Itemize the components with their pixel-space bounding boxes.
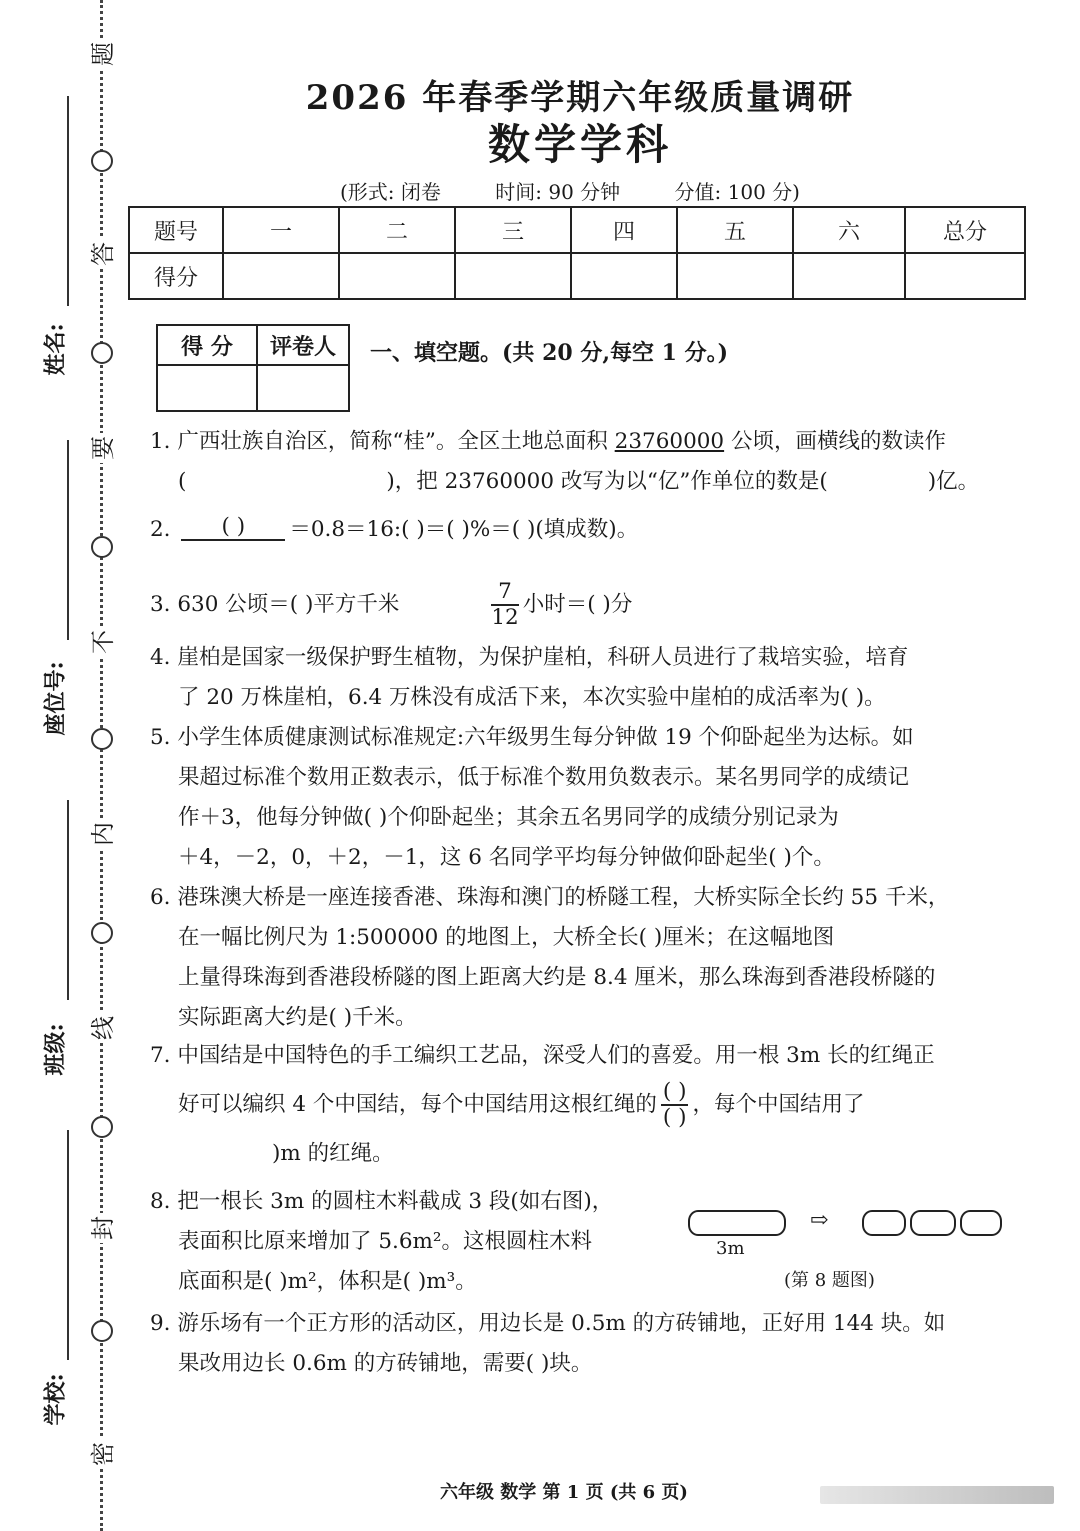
question-8 <box>150 1182 670 1302</box>
question-3 <box>150 580 1020 630</box>
exam-time: 时间: 90 分钟 <box>495 180 621 204</box>
question-1 <box>150 422 1020 502</box>
question-4 <box>150 638 1020 718</box>
q3-fraction <box>491 580 518 630</box>
seat-field-label: 座位号: <box>42 661 69 736</box>
binding-char: 线 <box>87 1013 119 1043</box>
binding-ring <box>91 150 113 172</box>
binding-ring <box>91 1116 113 1138</box>
binding-ring <box>91 536 113 558</box>
score-entry-cell[interactable] <box>677 253 793 299</box>
binding-strip <box>0 0 130 1531</box>
binding-ring <box>91 728 113 750</box>
q5-line: ＋4，－2，0，＋2，－1，这 6 名同学平均每分钟做仰卧起坐( )个。 <box>178 845 835 870</box>
score-header-cell: 六 <box>793 207 905 253</box>
q5-line: 果超过标准个数用正数表示，低于标准个数用负数表示。某名男同学的成绩记 <box>178 765 910 790</box>
q3-text: 3. 630 公顷＝( )平方千米 <box>150 592 400 617</box>
exam-subject: 数学学科 <box>487 120 672 169</box>
q7-line: )m 的红绳。 <box>272 1141 394 1166</box>
q6-line: 上量得珠海到香港段桥隧的图上距离大约是 8.4 厘米，那么珠海到香港段桥隧的 <box>178 965 936 990</box>
question-2 <box>150 508 1020 552</box>
binding-char: 题 <box>87 39 119 69</box>
arrow-right-icon: ⇨ <box>810 1208 829 1233</box>
binding-char: 封 <box>87 1213 119 1243</box>
q8-line: 8. 把一根长 3m 的圆柱木料截成 3 段(如右图)， <box>150 1189 614 1214</box>
binding-ring <box>91 342 113 364</box>
cylinder-whole <box>688 1210 786 1236</box>
q1-text: 1. 广西壮族自治区，简称“桂”。全区土地总面积 <box>150 429 615 454</box>
exam-meta <box>340 176 848 205</box>
q1-text: )，把 23760000 改写为以“亿”作单位的数是( <box>386 469 828 494</box>
score-entry-cell[interactable] <box>571 253 677 299</box>
binding-char: 密 <box>87 1439 119 1469</box>
class-line <box>67 800 69 1000</box>
q6-line: 在一幅比例尺为 1:500000 的地图上，大桥全长( )厘米；在这幅地图 <box>178 925 835 950</box>
score-entry-cell[interactable] <box>905 253 1025 299</box>
class-field-label: 班级: <box>42 1023 69 1076</box>
question-9 <box>150 1304 1020 1384</box>
school-line <box>67 1130 69 1360</box>
q7-fraction <box>661 1080 689 1130</box>
exam-points: 分值: 100 分) <box>674 180 800 204</box>
score-header-cell: 总分 <box>905 207 1025 253</box>
binding-ring <box>91 1320 113 1342</box>
score-header-cell: 一 <box>223 207 339 253</box>
q5-line: 5. 小学生体质健康测试标准规定:六年级男生每分钟做 19 个仰卧起坐为达标。如 <box>150 725 914 750</box>
score-table <box>128 206 1026 300</box>
q1-text: 公顷，画横线的数读作 <box>724 429 946 454</box>
score-header-cell: 五 <box>677 207 793 253</box>
cylinder-piece <box>910 1210 956 1236</box>
school-field-label: 学校: <box>42 1373 69 1426</box>
q9-line: 9. 游乐场有一个正方形的活动区，用边长是 0.5m 的方砖铺地，正好用 144 块。如 <box>150 1311 946 1336</box>
exam-title: 2026 年春季学期六年级质量调研 <box>305 78 855 118</box>
q8-line: 表面积比原来增加了 5.6m²。这根圆柱木料 <box>178 1229 593 1254</box>
score-header-cell: 二 <box>339 207 455 253</box>
q2-fraction-numerator[interactable]: ( ) <box>181 515 285 541</box>
binding-char: 要 <box>87 433 119 463</box>
page-footer: 六年级 数学 第 1 页 (共 6 页) <box>440 1482 688 1503</box>
q3-fraction-numerator: 7 <box>491 580 518 606</box>
question-5 <box>150 718 1020 878</box>
q7-text: 好可以编织 4 个中国结，每个中国结用这根红绳的 <box>178 1092 657 1117</box>
score-entry-cell[interactable] <box>223 253 339 299</box>
q2-fraction <box>181 515 285 545</box>
q6-line: 实际距离大约是( )千米。 <box>178 1005 417 1030</box>
q7-fraction-numerator[interactable]: ( ) <box>662 1079 687 1104</box>
q1-blank-open: ( <box>178 469 187 494</box>
cylinder-length-label: 3m <box>716 1238 745 1259</box>
q7-line: 7. 中国结是中国特色的手工编织工艺品，深受人们的喜爱。用一根 3m 长的红绳正 <box>150 1043 935 1068</box>
exam-form: (形式: 闭卷 <box>340 180 441 204</box>
q1-underlined-number: 23760000 <box>614 429 725 454</box>
q9-line: 果改用边长 0.6m 的方砖铺地，需要( )块。 <box>178 1351 593 1376</box>
q5-line: 作＋3，他每分钟做( )个仰卧起坐；其余五名男同学的成绩分别记录为 <box>178 805 839 830</box>
score-header-cell: 题号 <box>129 207 223 253</box>
grader-name-cell[interactable] <box>257 365 349 411</box>
question-6 <box>150 878 1020 1038</box>
binding-dotted-line <box>100 0 108 1531</box>
binding-char: 不 <box>87 627 119 657</box>
grader-name-header: 评卷人 <box>257 325 349 365</box>
grader-score-cell[interactable] <box>157 365 257 411</box>
score-header-cell: 四 <box>571 207 677 253</box>
section-title: 一、填空题。(共 20 分,每空 1 分。) <box>370 340 729 366</box>
name-line <box>67 96 69 306</box>
q7-text: ，每个中国结用了 <box>692 1092 865 1117</box>
scan-smudge <box>820 1486 1054 1504</box>
q2-fraction-denominator <box>181 541 285 545</box>
q1-text: )亿。 <box>927 469 980 494</box>
q2-text: ＝0.8＝16:( )＝( )%＝( )(填成数)。 <box>289 517 639 542</box>
q4-line: 了 20 万株崖柏，6.4 万株没有成活下来，本次实验中崖柏的成活率为( )。 <box>178 685 886 710</box>
score-header-cell: 三 <box>455 207 571 253</box>
score-row-label: 得分 <box>129 253 223 299</box>
q4-line: 4. 崖柏是国家一级保护野生植物，为保护崖柏，科研人员进行了栽培实验，培育 <box>150 645 909 670</box>
q3-text: 小时＝( )分 <box>522 592 633 617</box>
binding-char: 答 <box>87 239 119 269</box>
grader-score-header: 得 分 <box>157 325 257 365</box>
grader-table <box>156 324 350 412</box>
name-field-label: 姓名: <box>42 323 69 376</box>
binding-char: 内 <box>87 819 119 849</box>
score-entry-cell[interactable] <box>455 253 571 299</box>
q3-fraction-denominator: 12 <box>491 605 519 630</box>
figure-caption: (第 8 题图) <box>784 1270 875 1291</box>
binding-ring <box>91 922 113 944</box>
q7-fraction-denominator[interactable]: ( ) <box>662 1105 687 1130</box>
cylinder-piece <box>960 1210 1002 1236</box>
q2-number: 2. <box>150 517 171 542</box>
score-entry-cell[interactable] <box>793 253 905 299</box>
cylinder-piece <box>862 1210 906 1236</box>
score-entry-cell[interactable] <box>339 253 455 299</box>
q6-line: 6. 港珠澳大桥是一座连接香港、珠海和澳门的桥隧工程，大桥实际全长约 55 千米， <box>150 885 950 910</box>
q8-line: 底面积是( )m²，体积是( )m³。 <box>178 1269 477 1294</box>
question-7 <box>150 1036 1020 1174</box>
seat-line <box>67 440 69 640</box>
q8-figure <box>688 1204 1008 1294</box>
